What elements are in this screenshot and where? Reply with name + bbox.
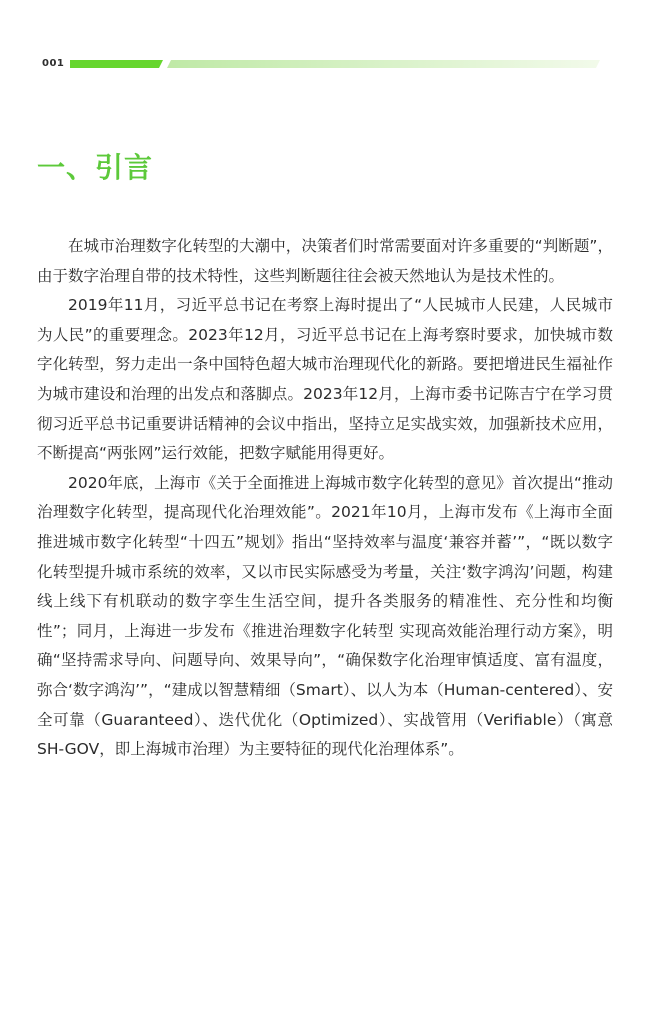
paragraph: 2020年底，上海市《关于全面推进上海城市数字化转型的意见》首次提出“推动治理数字化转型，提高现代化治理效能”。2021年10月，上海市发布《上海市全面推进城市数字化转型“十四五”规划》指出“坚持效率与温度‘兼容并蓄’”，“既以数字化转型提升城市系统的效率，又以市民实际感受为考量，关注‘数字鸿沟’问题，构建线上线下有机联动的数字孪生生活空间，提升各类服务的精准性、充分性和均衡性”；同月，上海进一步发布《推进治理数字化转型 实现高效能治理行动方案》，明确“坚持需求导向、问题导向、效果导向”，“确保数字化治理审慎适度、富有温度，弥合‘数字鸿沟’”，“建成以智慧精细（Smart）、以人为本（Human-centered）、安全可靠（Guaranteed）、迭代优化（Optimized）、实战管用（Verifiable）（寓意SH-GOV，即上海城市治理）为主要特征的现代化治理体系”。 — [37, 473, 613, 759]
section-title: 一、引言 — [37, 151, 154, 184]
header-stripe-light — [167, 60, 600, 68]
paragraph: 在城市治理数字化转型的大潮中，决策者们时常需要面对许多重要的“判断题”，由于数字治理自带的技术特性，这些判断题往往会被天然地认为是技术性的。 — [37, 237, 613, 285]
body-text — [37, 232, 613, 765]
header-stripe — [70, 58, 610, 72]
page-number: 001 — [42, 58, 65, 69]
header-stripe-dark — [70, 60, 163, 68]
page-header — [0, 0, 646, 90]
paragraph: 2019年11月，习近平总书记在考察上海时提出了“人民城市人民建，人民城市为人民”的重要理念。2023年12月，习近平总书记在上海考察时要求，加快城市数字化转型，努力走出一条中国特色超大城市治理现代化的新路。要把增进民生福祉作为城市建设和治理的出发点和落脚点。2023年12月，上海市委书记陈吉宁在学习贯彻习近平总书记重要讲话精神的会议中指出，坚持立足实战实效，加强新技术应用，不断提高“两张网”运行效能，把数字赋能用得更好。 — [37, 296, 613, 463]
